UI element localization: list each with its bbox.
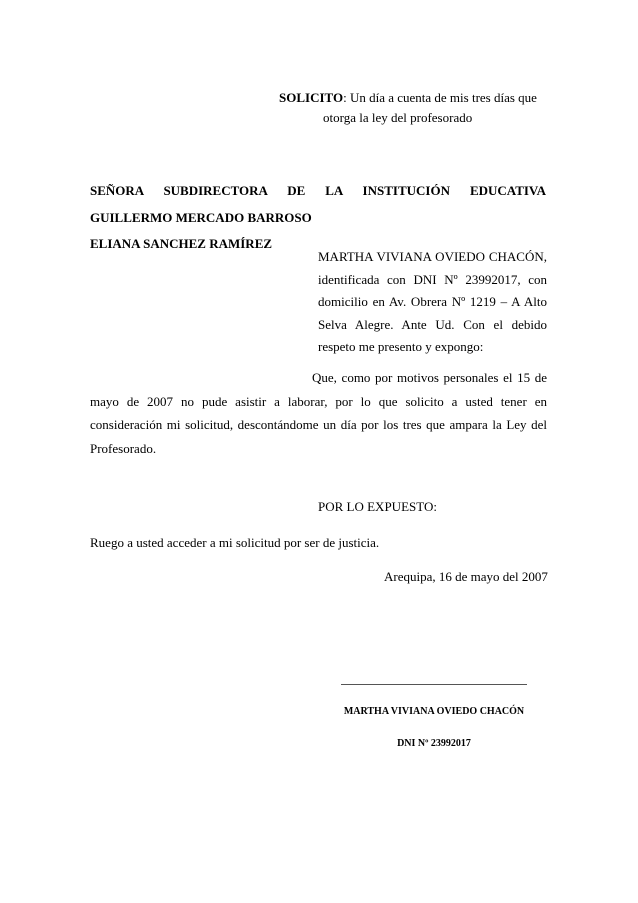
addressee-line1 [90, 177, 546, 204]
identity-paragraph: MARTHA VIVIANA OVIEDO CHACÓN, identificada con DNI Nº 23992017, con domicilio en Av. Obrera Nº 1219 – A Alto Selva Alegre. Ante Ud. Con el debido respeto me presento y expongo: [318, 249, 547, 354]
addressee-line2: GUILLERMO MERCADO BARROSO [90, 210, 312, 225]
addressee-word: SUBDIRECTORA [163, 183, 268, 198]
solicito-header [279, 88, 549, 128]
solicito-text-line2: otorga la ley del profesorado [323, 110, 473, 125]
place-date: Arequipa, 16 de mayo del 2007 [384, 569, 548, 584]
addressee-word: LA [325, 183, 343, 198]
addressee-word: DE [287, 183, 306, 198]
body-paragraph: Que, como por motivos personales el 15 de mayo de 2007 no pude asistir a laborar, por lo que solicito a usted tener en consideración mi solicitud, descontándome un día por los tres que ampara la Ley del Profesorado. [90, 370, 547, 456]
addressee-block [90, 177, 546, 231]
director-name: ELIANA SANCHEZ RAMÍREZ [90, 236, 273, 251]
addressee-word: SEÑORA [90, 183, 144, 198]
signature-name: MARTHA VIVIANA OVIEDO CHACÓN [343, 706, 525, 717]
por-lo-expuesto: POR LO EXPUESTO: [318, 499, 437, 514]
addressee-word: EDUCATIVA [469, 183, 547, 198]
solicito-label: SOLICITO [279, 90, 344, 105]
addressee-word: INSTITUCIÓN [362, 183, 450, 198]
signature-line [341, 684, 527, 685]
solicito-text-line1: : Un día a cuenta de mis tres días que [343, 90, 537, 105]
signature-dni: DNI Nº 23992017 [397, 738, 471, 749]
ruego-text: Ruego a usted acceder a mi solicitud por ser de justicia. [90, 535, 380, 550]
